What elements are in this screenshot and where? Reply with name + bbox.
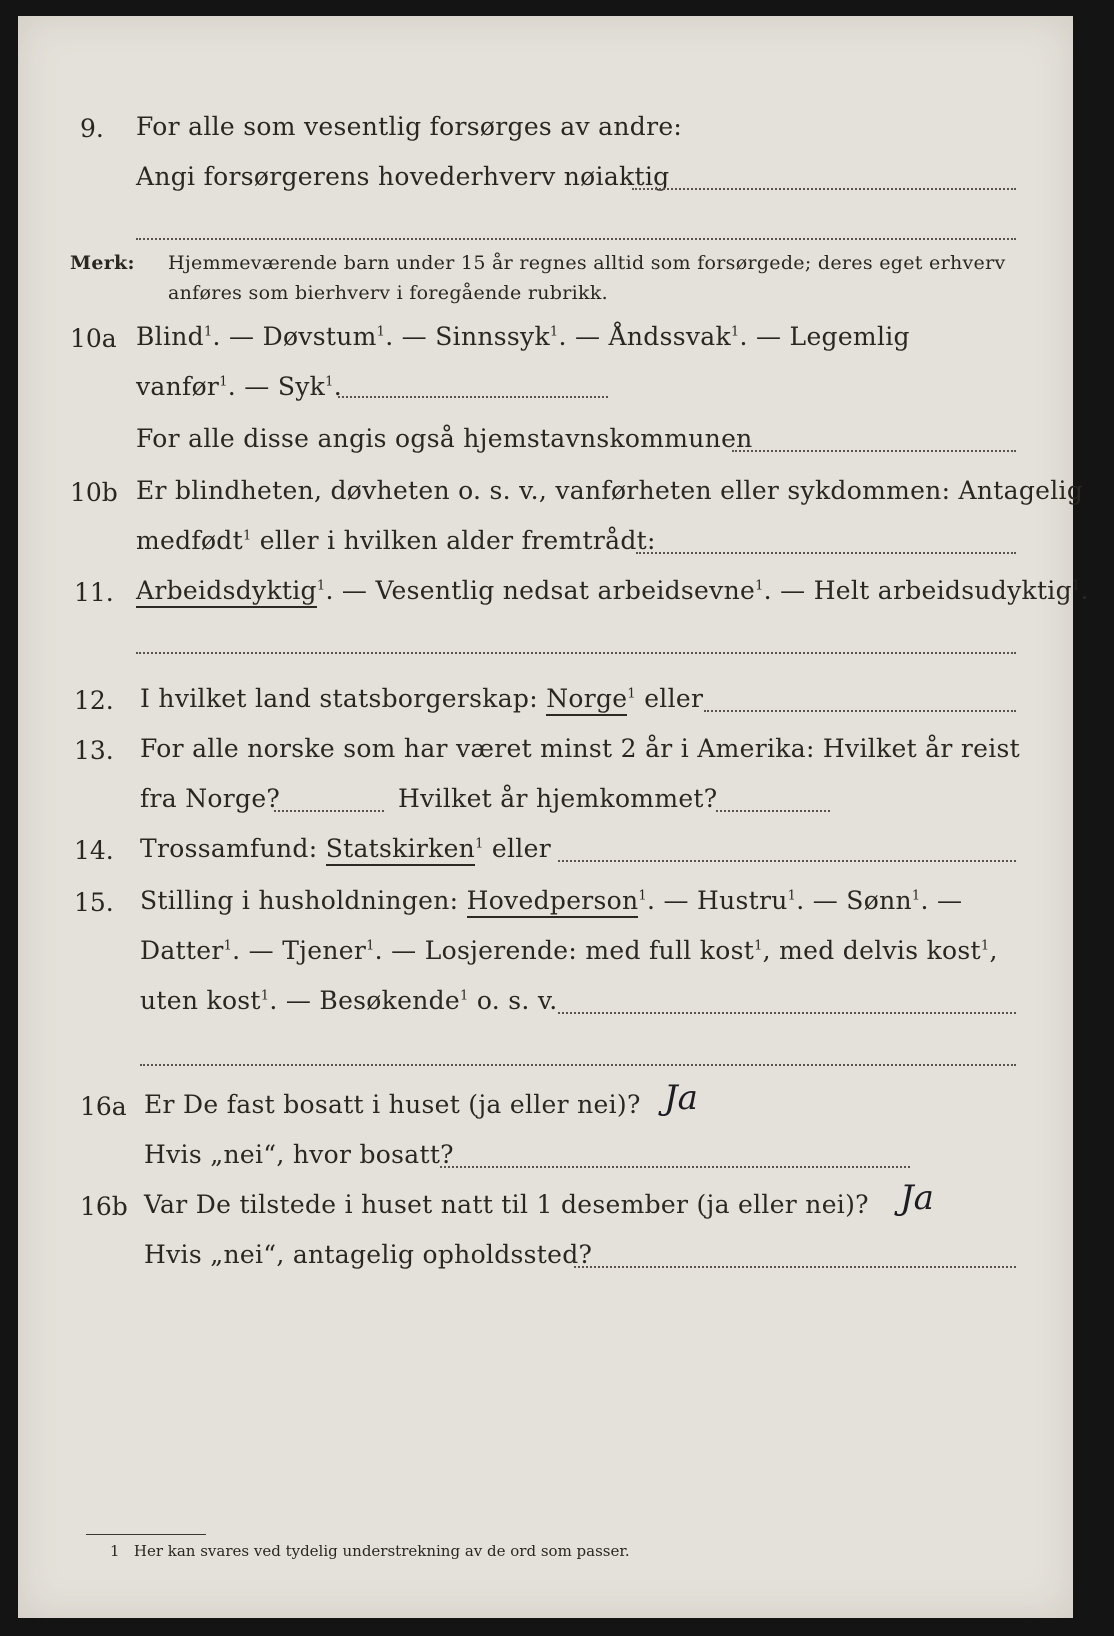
q12-number: 12. [74, 686, 114, 715]
q10b-field[interactable] [636, 552, 1016, 554]
q15-options-line3: uten kost$^1$. — Besøkende$^1$ o. s. v. [140, 986, 558, 1015]
q16b-whereabouts-label: Hvis „nei“, antagelig opholdssted? [144, 1240, 593, 1269]
q10b-number: 10b [70, 478, 118, 507]
option-vanfor[interactable]: vanfør [136, 372, 220, 401]
q14-number: 14. [74, 836, 114, 865]
q15-options-line1: Stilling i husholdningen: Hovedperson$^1$. — Hustru$^1$. — Sønn$^1$. — [140, 886, 962, 915]
q10a-options-line2: vanfør$^1$. — Syk$^1$. [136, 372, 342, 401]
q14-question: Trossamfund: Statskirken$^1$ eller [140, 834, 551, 863]
q16a-handwritten-answer[interactable]: Ja [664, 1078, 698, 1118]
q16a-number: 16a [80, 1092, 127, 1121]
q12-field[interactable] [704, 710, 1016, 712]
footnote-rule [86, 1534, 206, 1535]
option-arbeidsdyktig[interactable]: Arbeidsdyktig [136, 576, 317, 608]
q9-question: For alle som vesentlig forsørges av andre: [136, 112, 683, 141]
merk-note-line2: anføres som bierhverv i foregående rubrikk. [168, 282, 608, 304]
q16b-whereabouts-field[interactable] [574, 1266, 1016, 1268]
merk-note-line1: Hjemmeværende barn under 15 år regnes alltid som forsørgede; deres eget erhverv [168, 252, 1006, 274]
q12-question: I hvilket land statsborgerskap: Norge$^1$ eller [140, 684, 703, 713]
q11-options-line: Arbeidsdyktig$^1$. — Vesentlig nedsat arbeidsevne$^1$. — Helt arbeidsudyktig$^1$. [136, 576, 1089, 605]
q11-number: 11. [74, 578, 114, 607]
q13-emigrated-label: fra Norge? [140, 784, 281, 813]
option-hovedperson[interactable]: Hovedperson [467, 886, 639, 918]
q15-options-line2: Datter$^1$. — Tjener$^1$. — Losjerende: med full kost$^1$, med delvis kost$^1$, [140, 936, 998, 965]
q11-extra-field[interactable] [136, 652, 1016, 654]
q13-question: For alle norske som har været minst 2 år i Amerika: Hvilket år reist [140, 734, 1021, 763]
q10a-home-municipality-field[interactable] [732, 450, 1016, 452]
q10a-field[interactable] [338, 396, 608, 398]
q13-returned-label: Hvilket år hjemkommet? [398, 784, 718, 813]
option-dovstum[interactable]: Døvstum [262, 322, 377, 351]
q9-provider-occupation-label: Angi forsørgerens hovederhverv nøiaktig [136, 162, 670, 191]
q10a-options-line1: Blind$^1$. — Døvstum$^1$. — Sinnssyk$^1$. — Åndssvak$^1$. — Legemlig [136, 322, 910, 351]
q14-field[interactable] [558, 860, 1016, 862]
merk-label: Merk: [70, 252, 135, 274]
footnote [110, 1542, 630, 1560]
q13-number: 13. [74, 736, 114, 765]
option-syk[interactable]: Syk [277, 372, 326, 401]
q16a-where-field[interactable] [440, 1166, 910, 1168]
footnote-text: Her kan svares ved tydelig understrekning av de ord som passer. [133, 1542, 630, 1560]
q15-field[interactable] [558, 1012, 1016, 1014]
q15-extra-field[interactable] [140, 1064, 1016, 1066]
q9-number: 9. [80, 114, 104, 143]
q9-provider-occupation-field[interactable] [632, 188, 1016, 190]
q15-number: 15. [74, 888, 114, 917]
q13-returned-year-field[interactable] [716, 810, 830, 812]
option-statskirken[interactable]: Statskirken [326, 834, 475, 866]
q16a-where-label: Hvis „nei“, hvor bosatt? [144, 1140, 454, 1169]
q10b-options-line: medfødt$^1$ eller i hvilken alder fremtrådt: [136, 526, 656, 555]
q9-extra-field[interactable] [136, 238, 1016, 240]
option-andssvak[interactable]: Åndssvak [608, 322, 731, 351]
option-medfodt[interactable]: medfødt [136, 526, 243, 555]
q10a-home-municipality-label: For alle disse angis også hjemstavnskommunen [136, 424, 753, 453]
option-sinnssyk[interactable]: Sinnssyk [435, 322, 550, 351]
footnote-mark: 1 [110, 1542, 120, 1560]
q16b-question: Var De tilstede i huset natt til 1 desember (ja eller nei)? [144, 1190, 869, 1219]
option-norge[interactable]: Norge [546, 684, 627, 716]
q16b-handwritten-answer[interactable]: Ja [900, 1178, 934, 1218]
q16b-number: 16b [80, 1192, 128, 1221]
q13-emigrated-year-field[interactable] [274, 810, 384, 812]
q16a-question: Er De fast bosatt i huset (ja eller nei)? [144, 1090, 641, 1119]
q10b-question: Er blindheten, døvheten o. s. v., vanførheten eller sykdommen: Antagelig [136, 476, 1084, 505]
q10a-number: 10a [70, 324, 117, 353]
option-blind[interactable]: Blind [136, 322, 204, 351]
census-form-page [18, 16, 1089, 1618]
